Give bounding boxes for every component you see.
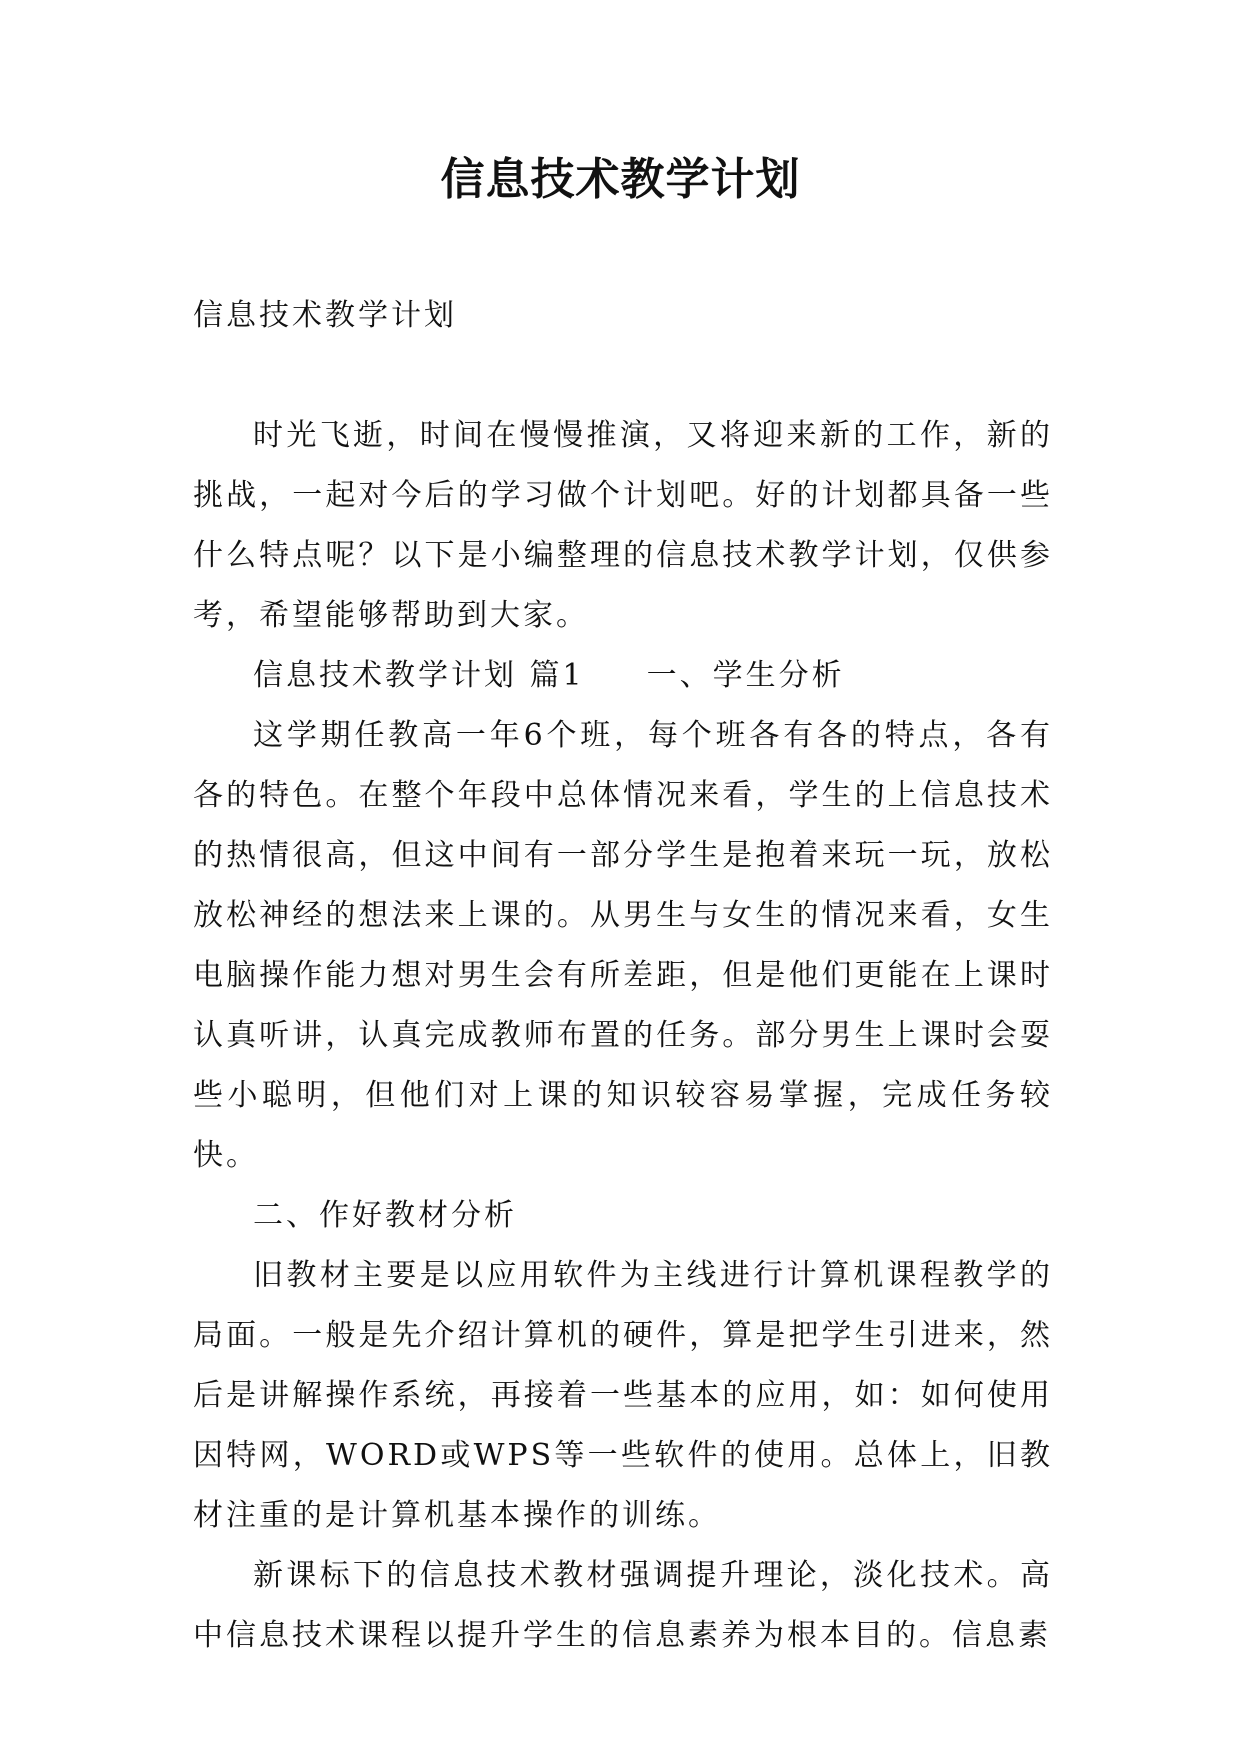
section-heading-topic: 一、学生分析: [646, 658, 845, 693]
document-subtitle: 信息技术教学计划: [193, 298, 457, 333]
document-body: [193, 286, 1053, 1666]
section-heading-article: 信息技术教学计划 篇1: [253, 658, 585, 693]
intro-paragraph: 时光飞逝，时间在慢慢推演，又将迎来新的工作，新的挑战，一起对今后的学习做个计划吧。好的计划都具备一些什么特点呢？以下是小编整理的信息技术教学计划，仅供参考，希望能够帮助到大家。: [193, 418, 1053, 633]
textbook-analysis-heading: 二、作好教材分析: [253, 1198, 517, 1233]
student-analysis-paragraph: 这学期任教高一年6个班，每个班各有各的特点，各有各的特色。在整个年段中总体情况来看，学生的上信息技术的热情很高，但这中间有一部分学生是抱着来玩一玩，放松放松神经的想法来上课的。从男生与女生的情况来看，女生电脑操作能力想对男生会有所差距，但是他们更能在上课时认真听讲，认真完成教师布置的任务。部分男生上课时会耍些小聪明，但他们对上课的知识较容易掌握，完成任务较快。: [193, 718, 1053, 1173]
new-textbook-paragraph: 新课标下的信息技术教材强调提升理论，淡化技术。高中信息技术课程以提升学生的信息素养为根本目的。信息素: [193, 1558, 1053, 1653]
section-heading: [193, 646, 1053, 706]
document-title: 信息技术教学计划: [440, 154, 801, 205]
old-textbook-paragraph: 旧教材主要是以应用软件为主线进行计算机课程教学的局面。一般是先介绍计算机的硬件，算是把学生引进来，然后是讲解操作系统，再接着一些基本的应用，如：如何使用因特网，WORD或WPS等一些软件的使用。总体上，旧教材注重的是计算机基本操作的训练。: [193, 1258, 1053, 1533]
